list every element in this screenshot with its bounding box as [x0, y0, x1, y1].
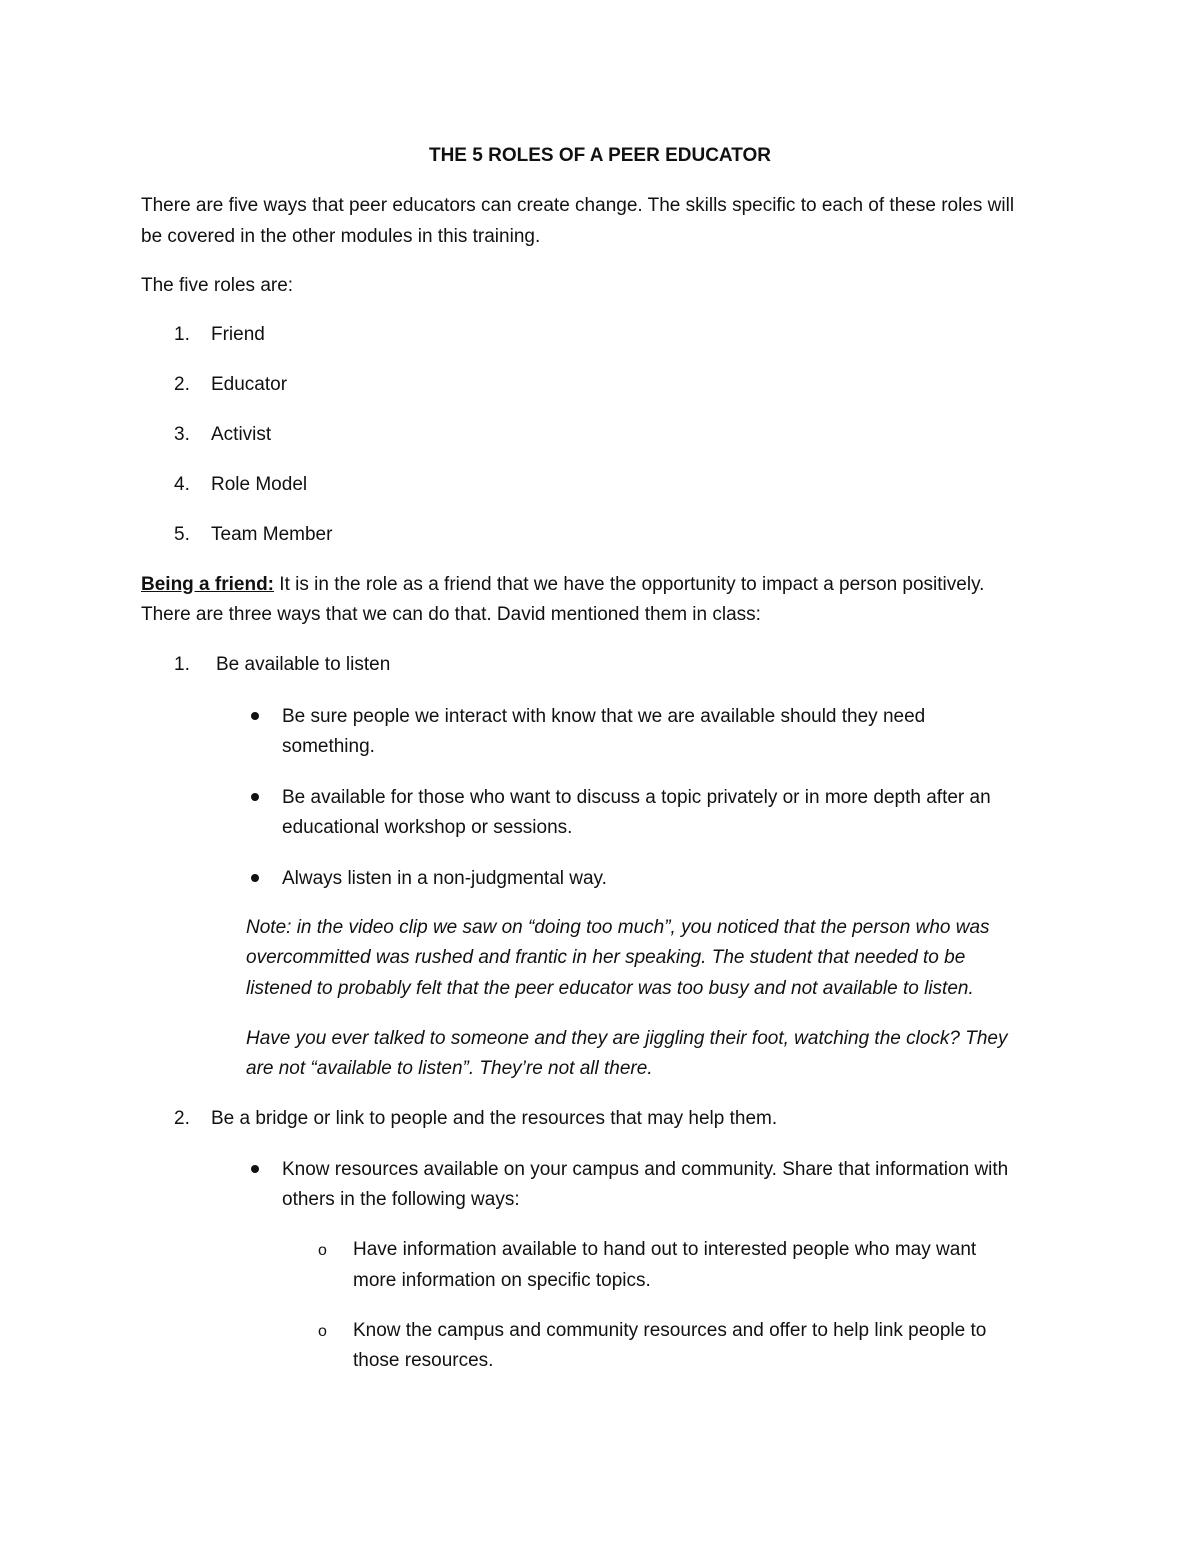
note-line: overcommitted was rushed and frantic in her speaking. The student that needed to be	[246, 947, 966, 968]
intro-line-1: There are five ways that peer educators can create change. The skills specific to each of these roles will	[141, 195, 1015, 216]
role-number: 2.	[174, 374, 190, 395]
role-item-activist: Activist	[211, 424, 272, 445]
sub-bullet-text: Know the campus and community resources and offer to help link people to	[353, 1320, 987, 1341]
note-line: Note: in the video clip we saw on “doing too much”, you noticed that the person who was	[246, 917, 990, 938]
bullet-text: Be available for those who want to discuss a topic privately or in more depth after an	[282, 787, 991, 808]
bullet-text: something.	[282, 736, 375, 757]
sub-bullet-marker: o	[318, 1242, 327, 1259]
friend-paragraph-line-1	[141, 574, 984, 596]
bullet-text: Know resources available on your campus and community. Share that information with	[282, 1159, 1009, 1180]
page-title: THE 5 ROLES OF A PEER EDUCATOR	[428, 145, 772, 166]
sub-bullet-text: those resources.	[353, 1350, 494, 1371]
bullet-icon	[251, 1159, 261, 1169]
role-number: 3.	[174, 424, 190, 445]
item-bridge-to-resources: Be a bridge or link to people and the resources that may help them.	[211, 1108, 778, 1129]
item-number: 1.	[174, 654, 190, 675]
sub-bullet-text: more information on specific topics.	[353, 1270, 651, 1291]
role-item-team-member: Team Member	[211, 524, 333, 545]
friend-paragraph-line-2: There are three ways that we can do that. David mentioned them in class:	[141, 604, 761, 625]
section-heading-being-a-friend: Being a friend:	[141, 574, 275, 595]
item-available-to-listen: Be available to listen	[216, 654, 391, 675]
sub-bullet-text: Have information available to hand out to interested people who may want	[353, 1239, 977, 1260]
bullet-text: educational workshop or sessions.	[282, 817, 573, 838]
note-line: listened to probably felt that the peer educator was too busy and not available to listen.	[246, 978, 974, 999]
bullet-text: others in the following ways:	[282, 1189, 520, 1210]
role-number: 5.	[174, 524, 190, 545]
role-number: 4.	[174, 474, 190, 495]
roles-intro: The five roles are:	[141, 275, 294, 296]
bullet-icon	[251, 706, 261, 716]
role-item-role-model: Role Model	[211, 474, 308, 495]
friend-text: It is in the role as a friend that we have the opportunity to impact a person positively.	[274, 574, 985, 595]
bullet-text: Always listen in a non-judgmental way.	[282, 868, 607, 889]
note-line: are not “available to listen”. They’re not all there.	[246, 1058, 653, 1079]
bullet-icon	[251, 868, 261, 878]
item-number: 2.	[174, 1108, 190, 1129]
bullet-icon	[251, 787, 261, 797]
sub-bullet-marker: o	[318, 1323, 327, 1340]
role-number: 1.	[174, 324, 190, 345]
role-item-educator: Educator	[211, 374, 288, 395]
role-item-friend: Friend	[211, 324, 265, 345]
bullet-text: Be sure people we interact with know that we are available should they need	[282, 706, 926, 727]
note-line: Have you ever talked to someone and they are jiggling their foot, watching the clock? They	[246, 1028, 1008, 1049]
intro-line-2: be covered in the other modules in this training.	[141, 226, 541, 247]
